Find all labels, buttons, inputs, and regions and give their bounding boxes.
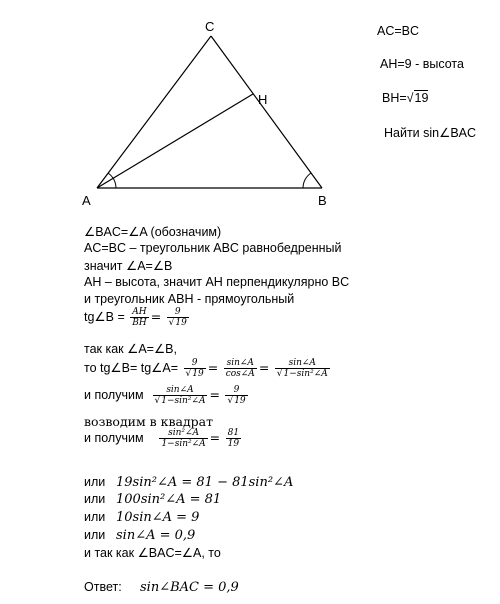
fraction-numerator: sin²∠A: [168, 428, 200, 438]
l9-prefix: и получим: [84, 387, 144, 402]
given-find: Найти sin∠BAC: [384, 126, 477, 140]
fraction-numerator: AH: [132, 307, 147, 317]
fraction-numerator: 9: [174, 307, 181, 317]
angle-arc-b: [303, 173, 311, 188]
fraction-numerator: 9: [233, 385, 240, 395]
fraction-sin-sqrt: [275, 358, 330, 379]
answer-line: [84, 580, 239, 595]
solution-line-7: так как ∠A=∠B,: [84, 342, 177, 356]
equals-sign: =: [207, 359, 219, 375]
label-a: A: [82, 193, 91, 208]
fraction-numerator: 9: [191, 358, 198, 368]
solution-line-6: [84, 307, 191, 328]
l14-prefix: или: [84, 510, 106, 524]
solution-line-4: AH – высота, значит AH перпендикулярно BC: [84, 275, 350, 289]
solution-line-2: AC=BC – треугольник ABC равнобедренный: [84, 241, 342, 255]
fraction-denominator: √19: [227, 396, 246, 406]
fraction-denominator: √19: [168, 318, 187, 328]
sqrt-radicand: 1−sin²∠A: [283, 369, 328, 379]
answer-prefix: Ответ:: [84, 580, 122, 594]
solution-line-11: [84, 428, 243, 449]
sqrt-radicand: 19: [234, 396, 246, 406]
label-b: B: [318, 193, 327, 208]
fraction-sin-sqrt: [153, 385, 208, 406]
solution-line-3: значит ∠A=∠B: [84, 259, 173, 273]
l15-prefix: или: [84, 528, 106, 542]
equals-sign: =: [209, 429, 221, 445]
l6-prefix: tg∠B =: [84, 309, 125, 324]
solution-line-15: [84, 528, 195, 543]
l15-expr: sin∠A = 0,9: [116, 528, 196, 543]
fraction-ah-bh: [130, 307, 148, 328]
altitude-ah: [97, 94, 253, 188]
l14-expr: 10sin∠A = 9: [116, 510, 200, 525]
solution-line-5: и треугольник ABH - прямоугольный: [84, 292, 295, 306]
given-bh-value: 19: [414, 91, 429, 105]
fraction-9-sqrt19: [225, 385, 247, 406]
solution-line-13: [84, 492, 221, 507]
side-bc: [211, 36, 322, 188]
solution-line-10: возводим в квадрат: [84, 414, 214, 429]
fraction-denominator: √1−sin²∠A: [276, 369, 328, 379]
l13-expr: 100sin²∠A = 81: [116, 492, 222, 507]
sqrt-radicand: 19: [175, 318, 187, 328]
label-c: C: [205, 19, 215, 34]
solution-line-8: [84, 358, 332, 379]
side-ac: [97, 36, 211, 188]
fraction-9-sqrt19: [184, 358, 206, 379]
given-ac-bc: AC=BC: [377, 24, 420, 38]
l13-prefix: или: [84, 492, 106, 506]
l12-prefix: или: [84, 475, 106, 489]
solution-line-9: [84, 385, 250, 406]
fraction-sin2: [159, 428, 207, 449]
equals-sign: =: [150, 308, 162, 324]
fraction-numerator: sin∠A: [288, 358, 316, 368]
fraction-denominator: √1−sin²∠A: [154, 396, 206, 406]
solution-line-12: [84, 475, 293, 490]
fraction-denominator: √19: [185, 369, 204, 379]
solution-line-14: [84, 510, 199, 525]
given-ah: AH=9 - высота: [380, 57, 464, 71]
given-bh: [382, 91, 428, 105]
equals-sign: =: [209, 386, 220, 402]
solution-line-1: ∠BAC=∠A (обозначим): [84, 225, 222, 239]
fraction-sin-cos: [224, 358, 257, 379]
fraction-denominator: cos∠A: [225, 369, 255, 379]
fraction-numerator: sin∠A: [166, 385, 194, 395]
l8-prefix: то tg∠B= tg∠A=: [84, 360, 179, 375]
sqrt-radicand: 19: [192, 369, 204, 379]
sqrt-radicand: 1−sin²∠A: [161, 396, 206, 406]
answer-expr: sin∠BAC = 0,9: [140, 580, 239, 595]
fraction-denominator: 1−sin²∠A: [161, 439, 206, 449]
given-bh-prefix: BH=: [382, 91, 407, 105]
solution-line-16: и так как ∠BAC=∠A, то: [84, 546, 221, 560]
sqrt-sign: √: [406, 91, 414, 105]
triangle-figure: [0, 0, 500, 215]
equals-sign: =: [258, 359, 270, 375]
fraction-81-19: [226, 428, 241, 449]
fraction-9-sqrt19: [167, 307, 189, 328]
fraction-denominator: 19: [227, 439, 240, 449]
l11-prefix: и получим: [84, 430, 144, 445]
fraction-numerator: sin∠A: [226, 358, 254, 368]
l12-expr: 19sin²∠A = 81 − 81sin²∠A: [116, 475, 294, 490]
fraction-numerator: 81: [227, 428, 240, 438]
fraction-denominator: BH: [132, 318, 147, 328]
label-h: H: [258, 92, 268, 107]
